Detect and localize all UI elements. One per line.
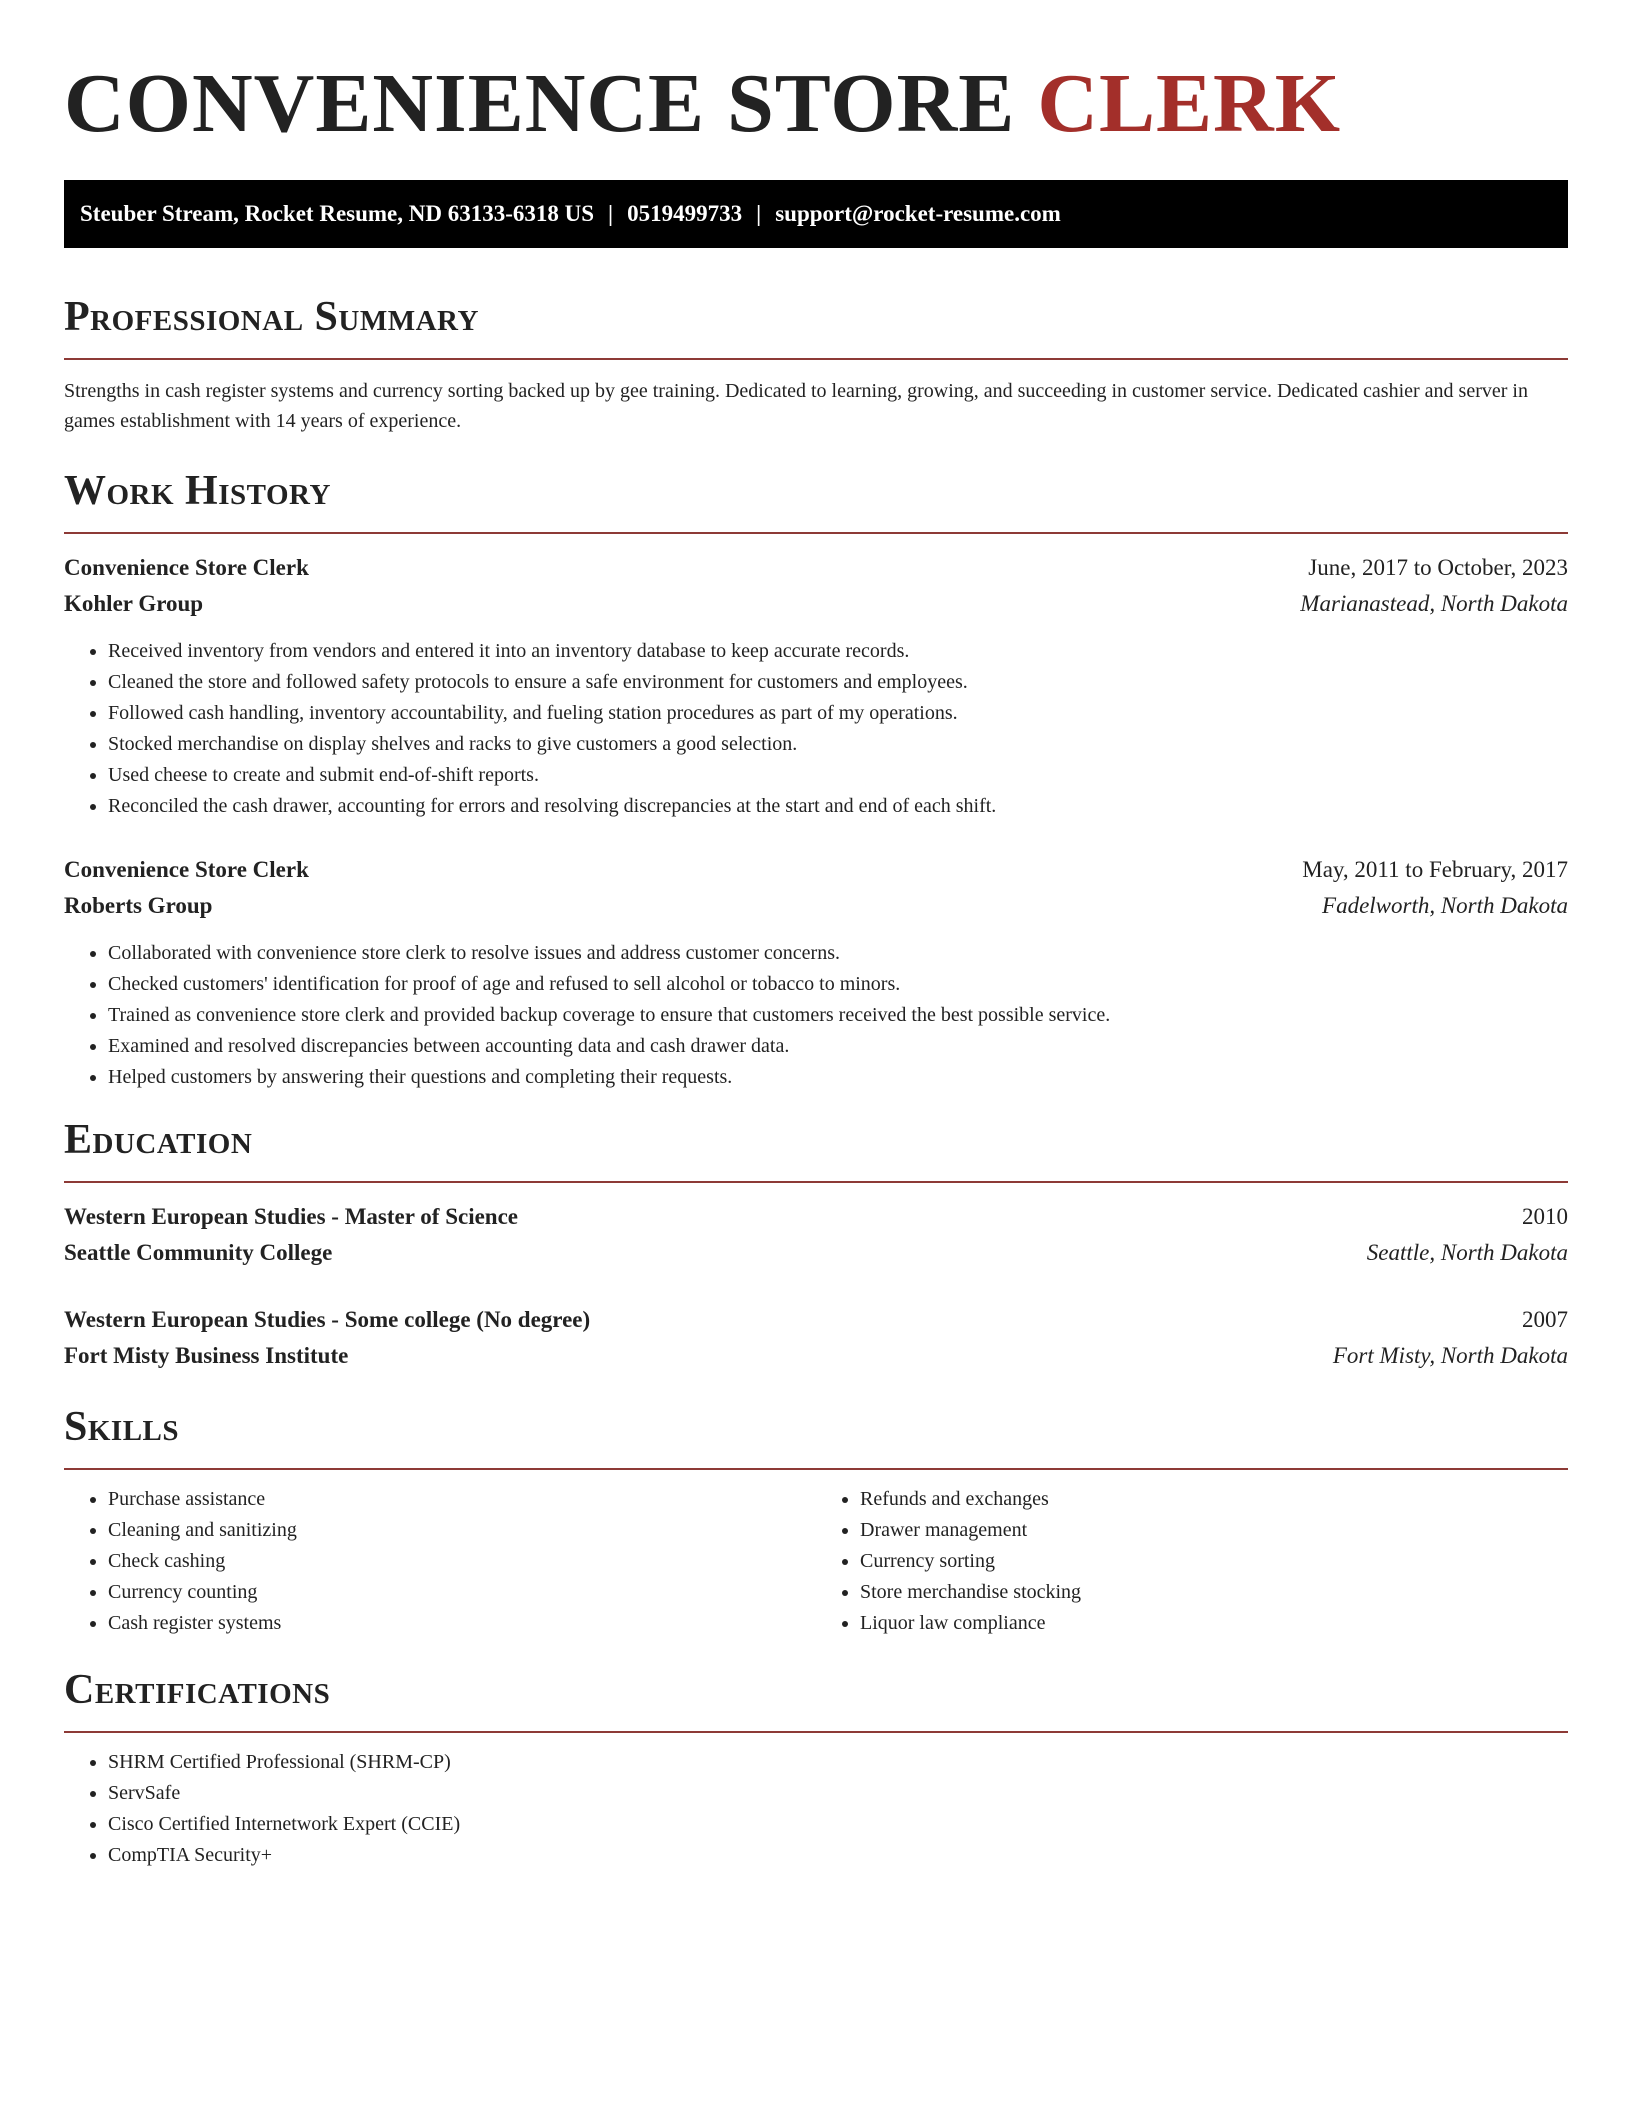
education-degree: Western European Studies - Master of Science [64,1204,519,1229]
education-school-row [64,1235,1568,1271]
skills-grid [64,1484,1568,1639]
contact-bar [64,180,1568,248]
education-entry [64,1199,1568,1271]
list-item: • Checked customers' identification for proof of age and refused to sell alcohol or tobacco to minors. [108,969,1568,1000]
list-item: • Trained as convenience store clerk and provided backup coverage to ensure that customers received the best possible service. [108,1000,1568,1031]
list-item: • CompTIA Security+ [108,1840,1568,1871]
list-item: • Cleaned the store and followed safety protocols to ensure a safe environment for customers and employees. [108,667,1568,698]
job-location: Marianastead, North Dakota [1300,591,1568,616]
work-heading: Work History [64,468,331,514]
contact-email[interactable]: support@rocket-resume.com [775,201,1061,226]
certifications-section [64,1663,1568,1871]
contact-separator: | [756,201,762,226]
job-company: Roberts Group [64,893,213,918]
education-year: 2010 [1522,1204,1568,1229]
section-divider [64,358,1568,360]
job-title: Convenience Store Clerk [64,555,309,580]
summary-text: Strengths in cash register systems and currency sorting backed up by gee training. Dedicated to learning, growing, and succeeding in customer service. Dedicated cashier and server in games establishment with 14 years of experience. [64,380,1528,432]
job-entry [64,550,1568,822]
list-item: • Check cashing [108,1546,816,1577]
job-header-row [64,550,1568,586]
list-item: • Currency sorting [860,1546,1568,1577]
summary-heading: Professional Summary [64,294,479,340]
title-main: CONVENIENCE STORE [64,57,1016,150]
section-divider [64,1468,1568,1470]
job-title: Convenience Store Clerk [64,857,309,882]
education-school: Seattle Community College [64,1240,333,1265]
list-item: • Drawer management [860,1515,1568,1546]
work-section [64,464,1568,1093]
section-divider [64,1181,1568,1183]
job-company: Kohler Group [64,591,204,616]
education-heading: Education [64,1117,253,1163]
education-degree-row [64,1302,1568,1338]
skills-list-right [816,1484,1568,1639]
education-year: 2007 [1522,1307,1568,1332]
job-dates: June, 2017 to October, 2023 [1308,555,1568,580]
list-item: • Liquor law compliance [860,1608,1568,1639]
certifications-heading: Certifications [64,1667,331,1713]
job-entry [64,852,1568,1093]
list-item: • Stocked merchandise on display shelves and racks to give customers a good selection. [108,729,1568,760]
list-item: • Cisco Certified Internetwork Expert (CCIE) [108,1809,1568,1840]
skills-list-left [64,1484,816,1639]
contact-separator: | [608,201,614,226]
list-item: • Collaborated with convenience store clerk to resolve issues and address customer concerns. [108,938,1568,969]
list-item: • Cash register systems [108,1608,816,1639]
job-location: Fadelworth, North Dakota [1322,893,1568,918]
education-school: Fort Misty Business Institute [64,1343,349,1368]
list-item: • Used cheese to create and submit end-of-shift reports. [108,760,1568,791]
list-item: • ServSafe [108,1778,1568,1809]
resume-page [64,0,1568,1871]
education-degree: Western European Studies - Some college (No degree) [64,1307,591,1332]
section-divider [64,1731,1568,1733]
job-company-row [64,586,1568,622]
list-item: • Received inventory from vendors and entered it into an inventory database to keep accurate records. [108,636,1568,667]
job-bullets [64,636,1568,822]
education-section [64,1113,1568,1374]
title-accent: CLERK [1037,57,1342,150]
education-school-row [64,1338,1568,1374]
list-item: • Store merchandise stocking [860,1577,1568,1608]
list-item: • Followed cash handling, inventory accountability, and fueling station procedures as part of my operations. [108,698,1568,729]
skills-section [64,1400,1568,1639]
certifications-list [64,1747,1568,1871]
skills-heading: Skills [64,1404,180,1450]
job-bullets [64,938,1568,1093]
list-item: • Reconciled the cash drawer, accounting for errors and resolving discrepancies at the start and end of each shift. [108,791,1568,822]
contact-address: Steuber Stream, Rocket Resume, ND 63133-6318 US [80,201,595,226]
section-divider [64,532,1568,534]
job-company-row [64,888,1568,924]
job-dates: May, 2011 to February, 2017 [1302,857,1568,882]
contact-phone[interactable]: 0519499733 [627,201,743,226]
list-item: • Refunds and exchanges [860,1484,1568,1515]
education-entry [64,1302,1568,1374]
list-item: • Helped customers by answering their questions and completing their requests. [108,1062,1568,1093]
education-location: Seattle, North Dakota [1366,1240,1568,1265]
list-item: • Purchase assistance [108,1484,816,1515]
list-item: • Examined and resolved discrepancies between accounting data and cash drawer data. [108,1031,1568,1062]
education-degree-row [64,1199,1568,1235]
summary-section [64,290,1568,436]
list-item: • Cleaning and sanitizing [108,1515,816,1546]
resume-title [64,58,1568,150]
list-item: • Currency counting [108,1577,816,1608]
list-item: • SHRM Certified Professional (SHRM-CP) [108,1747,1568,1778]
job-header-row [64,852,1568,888]
education-location: Fort Misty, North Dakota [1332,1343,1568,1368]
